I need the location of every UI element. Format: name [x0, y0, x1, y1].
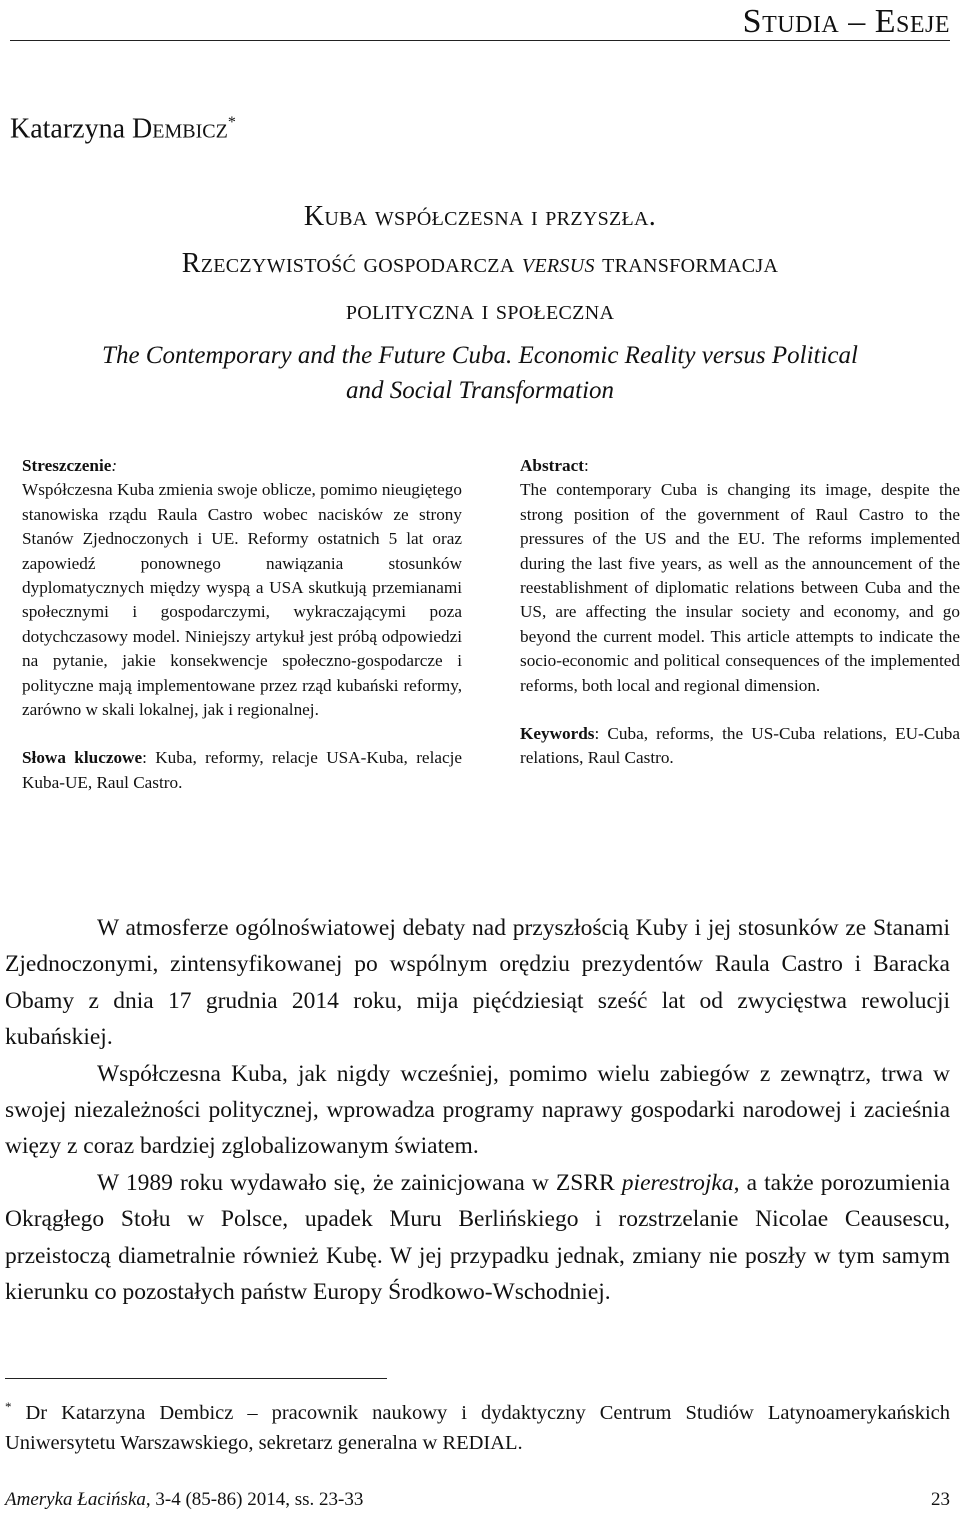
keywords-pl-text: : Kuba, reformy, relacje USA-Kuba, relacje Kuba-UE, Raul Castro. — [22, 748, 463, 792]
abstract-en-heading — [520, 454, 960, 478]
abstract-pl-colon: : — [111, 456, 118, 475]
journal-citation — [5, 1486, 363, 1514]
journal-issue: , 3-4 (85-86) 2014, ss. 23-33 — [145, 1489, 364, 1510]
body-paragraph-3-part-1: W 1989 roku wydawało się, że zainicjowana w ZSRR — [97, 1169, 622, 1196]
footnote-text: Dr Katarzyna Dembicz – pracownik naukowy i dydaktyczny Centrum Studiów Latynoamerykańskich Uniwersytetu Warszawskiego, sekretarz generalna w REDIAL. — [5, 1401, 950, 1454]
footnote-mark: * — [5, 1399, 12, 1414]
page-footer — [5, 1486, 950, 1514]
page-number: 23 — [931, 1489, 950, 1510]
footnote — [5, 1392, 950, 1458]
article-body — [5, 910, 950, 1310]
title-pl-line-2-italic: versus — [521, 248, 595, 279]
keywords-pl — [22, 746, 462, 795]
abstract-en-colon: : — [583, 456, 589, 475]
author-last-name: Dembicz — [132, 113, 228, 145]
body-paragraph-3-part-3: , a także porozumienia Okrągłego Stołu w Polsce, upadek Muru Berlińskiego i rozstrzelanie Nicolae Ceausescu, przeistoczą diametralnie również Kubę. W jej przypadku jednak, zmiany nie poszły w tym samym kierunku co pozostałych państw Europy Środkowo-Wschodniej. — [5, 1169, 950, 1306]
author-footnote-mark: * — [227, 114, 236, 131]
body-paragraph-3 — [5, 1165, 950, 1311]
body-paragraph-3-italic: pierestrojka — [621, 1169, 734, 1196]
body-paragraph-1: W atmosferze ogólnoświatowej debaty nad przyszłością Kuby i jej stosunków ze Stanami Zjednoczonymi, zintensyfikowanej po wspólnym orędziu prezydentów Raula Castro i Baracka Obamy z dnia 17 grudnia 2014 roku, mija pięćdziesiąt sześć lat od zwycięstwa rewolucji kubańskiej. — [5, 915, 950, 1051]
keywords-en-label: Keywords — [520, 724, 595, 744]
abstract-en-label: Abstract — [520, 456, 584, 475]
abstract-pl-heading — [22, 454, 462, 478]
header-rule — [10, 40, 950, 41]
keywords-pl-label: Słowa kluczowe — [22, 748, 143, 768]
running-header: Studia – Eseje — [742, 3, 950, 40]
title-pl-line-2-part-1: Rzeczywistość gospodarcza — [181, 248, 522, 279]
abstract-pl — [22, 454, 462, 795]
title-pl-line-2 — [0, 240, 960, 287]
abstract-pl-text: Współczesna Kuba zmienia swoje oblicze, pomimo nieugiętego stanowiska rządu Raula Castro wobec nacisków ze strony Stanów Zjednoczonych i UE. Reformy ostatnich 5 lat oraz zapowiedź ponownego nawiązania stosunków dyplomatycznych między wyspą a USA skutkują przemianami społecznymi i gospodarczymi, wykraczającymi poza dotychczasowy model. Niniejszy artykuł jest próbą odpowiedzi na pytanie, jakie konsekwencje społeczno-gospodarcze i polityczne mają implementowane przez rząd kubański reformy, zarówno w skali lokalnej, jak i regionalnej. — [22, 480, 462, 720]
title-pl-line-1: Kuba współczesna i przyszła. — [303, 201, 657, 232]
title-en-line-1: The Contemporary and the Future Cuba. Economic Reality versus Political — [102, 342, 858, 369]
keywords-en-text: : Cuba, reforms, the US-Cuba relations, EU-Cuba relations, Raul Castro. — [520, 724, 960, 768]
abstract-en — [520, 454, 960, 771]
title-pl-line-3: polityczna i społeczna — [345, 295, 615, 326]
abstract-en-text: The contemporary Cuba is changing its image, despite the strong position of the government of Raul Castro to the pressures of the US and the EU. The reforms implemented during the last five years, as well as the announcement of the reestablishment of diplomatic relations between Cuba and the US, are affecting the insular society and economy, and go beyond the current model. This article attempts to indicate the socio-economic and political consequences of the implemented reforms, both local and regional dimension. — [520, 480, 960, 695]
abstract-pl-label: Streszczenie — [22, 456, 112, 475]
article-title — [0, 193, 960, 408]
title-en-line-2: and Social Transformation — [345, 377, 615, 404]
journal-name: Ameryka Łacińska — [5, 1489, 146, 1510]
footnote-rule — [5, 1378, 387, 1379]
keywords-en — [520, 722, 960, 771]
title-pl-line-2-part-3: transformacja — [594, 248, 779, 279]
author-first-name: Katarzyna — [10, 113, 133, 145]
author-name — [10, 104, 236, 148]
body-paragraph-2: Współczesna Kuba, jak nigdy wcześniej, pomimo wielu zabiegów z zewnątrz, trwa w swojej niezależności politycznej, wprowadza programy naprawy gospodarki narodowej i zacieśnia więzy z coraz bardziej zglobalizowanym światem. — [5, 1060, 950, 1160]
